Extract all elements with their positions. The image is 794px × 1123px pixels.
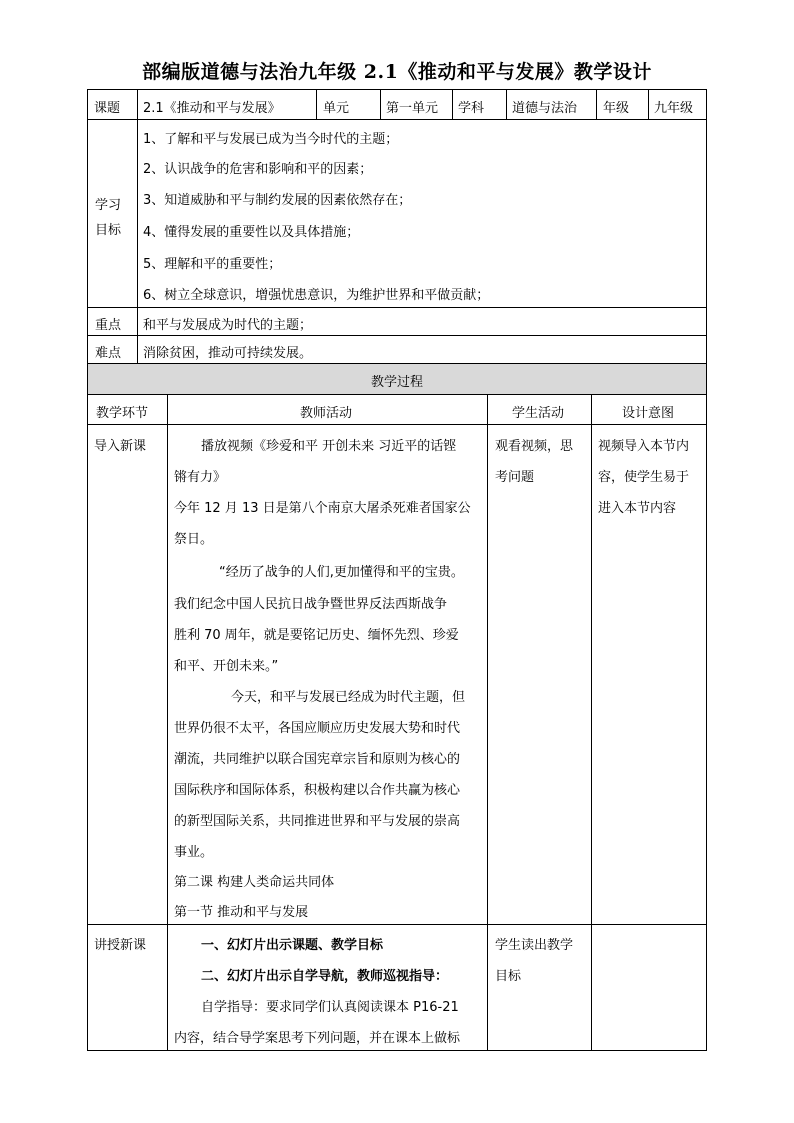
topic-value: 2.1《推动和平与发展》 <box>143 101 281 116</box>
grade-value: 九年级 <box>654 101 694 116</box>
intro-teacher-line: 和平、开创未来。” <box>174 659 279 674</box>
objectives-label-line2: 目标 <box>95 223 122 238</box>
intro-teacher-line: 的新型国际关系，共同推进世界和平与发展的崇高 <box>174 814 461 829</box>
intro-teacher-line: 祭日。 <box>174 532 214 547</box>
lecture-teacher-line: 一、幻灯片出示课题、教学目标 <box>201 938 384 953</box>
intro-stage: 导入新课 <box>94 439 147 454</box>
objective-item: 3、知道威胁和平与制约发展的因素依然存在； <box>143 193 412 208</box>
unit-value: 第一单元 <box>386 101 439 116</box>
intro-teacher-line: 今年 12 月 13 日是第八个南京大屠杀死难者国家公 <box>174 501 471 516</box>
intro-teacher-line: 潮流，共同维护以联合国宪章宗旨和原则为核心的 <box>174 752 461 767</box>
column-header-stage: 教学环节 <box>96 406 149 421</box>
grade-label: 年级 <box>603 101 630 116</box>
objective-item: 1、了解和平与发展已成为当今时代的主题； <box>143 132 399 147</box>
lecture-student-line: 目标 <box>495 969 522 984</box>
lecture-stage: 讲授新课 <box>94 938 147 953</box>
intro-teacher-line: 今天，和平与发展已经成为时代主题，但 <box>231 690 466 705</box>
intro-teacher-line: 第一节 推动和平与发展 <box>174 905 309 920</box>
difficulty-value: 消除贫困，推动可持续发展。 <box>143 346 313 361</box>
intro-intent-line: 容，使学生易于 <box>598 470 690 485</box>
topic-label: 课题 <box>94 101 121 116</box>
objective-item: 6、树立全球意识，增强忧患意识，为维护世界和平做贡献； <box>143 288 490 303</box>
column-header-student: 学生活动 <box>512 406 565 421</box>
intro-teacher-line: 事业。 <box>174 845 214 860</box>
key-point-value: 和平与发展成为时代的主题； <box>143 318 313 333</box>
intro-teacher-line: 国际秩序和国际体系，积极构建以合作共赢为核心 <box>174 783 461 798</box>
objective-item: 5、理解和平的重要性； <box>143 257 282 272</box>
intro-student-line: 观看视频，思 <box>495 439 574 454</box>
intro-teacher-line: “经历了战争的人们,更加懂得和平的宝贵。 <box>219 565 464 580</box>
intro-teacher-line: 第二课 构建人类命运共同体 <box>174 875 335 890</box>
lecture-teacher-line: 二、幻灯片出示自学导航，教师巡视指导： <box>201 969 449 984</box>
document-title: 部编版道德与法治九年级 2.1《推动和平与发展》教学设计 <box>142 61 652 83</box>
intro-teacher-line: 世界仍很不太平，各国应顺应历史发展大势和时代 <box>174 721 461 736</box>
intro-intent-line: 进入本节内容 <box>598 501 677 516</box>
objectives-label-line1: 学习 <box>95 198 122 213</box>
intro-teacher-line: 胜利 70 周年，就是要铭记历史、缅怀先烈、珍爱 <box>174 628 459 643</box>
lecture-student-line: 学生读出教学 <box>495 938 574 953</box>
key-point-label: 重点 <box>95 318 122 333</box>
intro-teacher-line: 播放视频《珍爱和平 开创未来 习近平的话铿 <box>201 439 457 454</box>
process-heading: 教学过程 <box>370 375 423 390</box>
lecture-teacher-line: 内容，结合导学案思考下列问题，并在课本上做标 <box>174 1031 461 1046</box>
subject-value: 道德与法治 <box>512 101 578 116</box>
objective-item: 4、懂得发展的重要性以及具体措施； <box>143 225 360 240</box>
unit-label: 单元 <box>323 101 350 116</box>
intro-teacher-line: 我们纪念中国人民抗日战争暨世界反法西斯战争 <box>174 597 448 612</box>
column-header-teacher: 教师活动 <box>300 406 353 421</box>
column-header-intent: 设计意图 <box>622 406 675 421</box>
intro-teacher-line: 锵有力》 <box>174 470 227 485</box>
difficulty-label: 难点 <box>95 346 122 361</box>
objective-item: 2、认识战争的危害和影响和平的因素； <box>143 162 373 177</box>
subject-label: 学科 <box>458 101 485 116</box>
intro-intent-line: 视频导入本节内 <box>598 439 690 454</box>
intro-student-line: 考问题 <box>495 470 535 485</box>
lecture-teacher-line: 自学指导：要求同学们认真阅读课本 P16-21 <box>201 1000 459 1015</box>
